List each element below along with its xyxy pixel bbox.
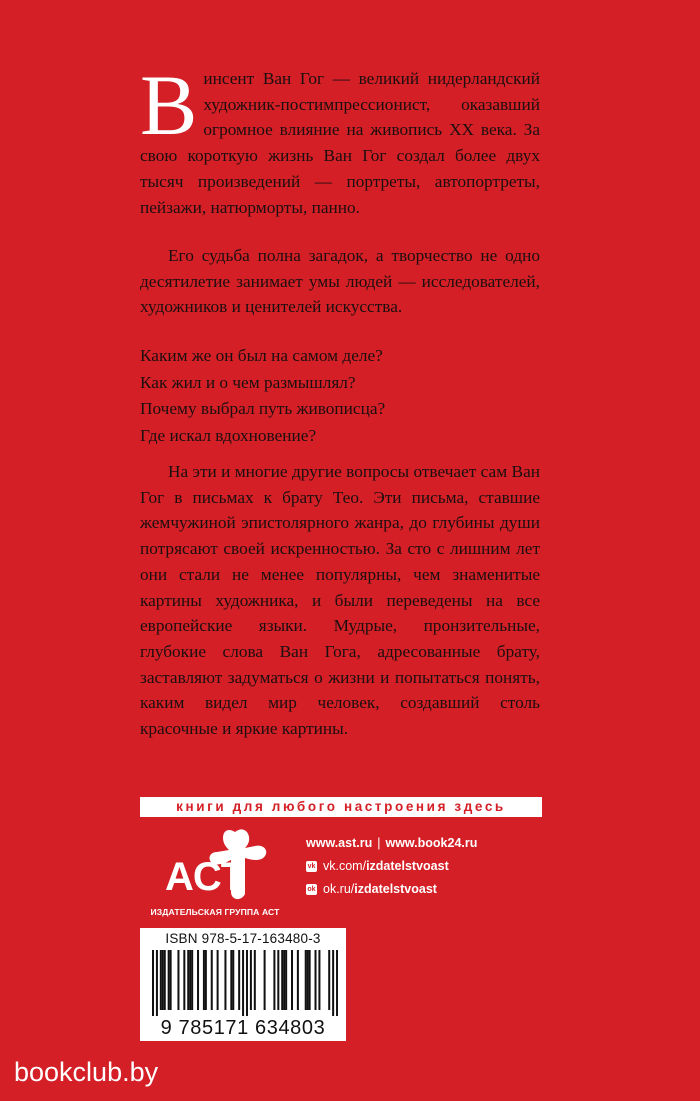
barcode-bar <box>250 950 252 1010</box>
barcode-bar <box>203 950 205 1010</box>
annotation-paragraph-3: На эти и многие другие вопросы отвечает сам Ван Гог в письмах к брату Тео. Эти письма, ставшие жемчужиной эпистолярного жанра, до глубины души потрясают своей искренностью. За сто с лишним лет они стали не менее популярны, чем знаменитые картины художника, и были переведены на все европейские языки. Мудрые, пронзительные, глубокие слова Ван Гога, адресованные брату, заставляют задуматься о жизни и попытаться понять, каким видел мир человек, создавший столь красочные и яркие картины. <box>140 462 540 739</box>
barcode-bar <box>283 950 285 1010</box>
barcode-bar <box>332 950 334 1016</box>
barcode-bar <box>232 950 234 1010</box>
barcode-bar <box>305 950 307 1010</box>
barcode-bar <box>160 950 162 1010</box>
barcode-bar <box>217 950 219 1010</box>
barcode-bar <box>164 950 166 1010</box>
barcode-bar <box>254 950 256 1010</box>
barcode-bar <box>277 950 279 1010</box>
slogan-bar: книги для любого настроения здесь <box>140 797 542 817</box>
barcode-bar <box>328 950 330 1010</box>
barcode-bars <box>152 950 338 1016</box>
barcode-bar <box>297 950 299 1010</box>
barcode-bar <box>230 950 232 1010</box>
ok-icon: ok <box>307 885 316 893</box>
barcode-box <box>140 928 346 1041</box>
barcode-bar <box>238 950 240 1010</box>
barcode-bar <box>211 950 213 1010</box>
ok-handle: izdatelstvoast <box>354 882 437 896</box>
website-link-ast: www.ast.ru <box>306 836 373 850</box>
barcode-bar <box>197 950 199 1010</box>
question-line: Почему выбрал путь живописца? <box>140 399 386 418</box>
barcode-bar <box>242 950 244 1016</box>
ok-prefix: ok.ru/ <box>323 882 355 896</box>
watermark: bookclub.by <box>14 1057 159 1087</box>
barcode-bar <box>205 950 207 1010</box>
barcode-bar <box>264 950 266 1010</box>
barcode-bar <box>187 950 189 1010</box>
annotation-paragraph-2: Его судьба полна загадок, а творчество не одно десятилетие занимает умы людей — исследователей, художников и ценителей искусства. <box>140 246 540 317</box>
barcode-bar <box>246 950 248 1016</box>
barcode-bar <box>162 950 164 1010</box>
website-link-book24: www.book24.ru <box>385 836 478 850</box>
isbn-label: ISBN 978-5-17-163480-3 <box>165 931 321 946</box>
publisher-name: ИЗДАТЕЛЬСКАЯ ГРУППА АСТ <box>150 907 280 917</box>
annotation-paragraph-1 <box>140 57 540 220</box>
barcode-bar <box>191 950 193 1010</box>
links-separator: | <box>377 836 381 850</box>
barcode-bar <box>177 950 179 1010</box>
paragraph-1-text: инсент Ван Гог — великий нидерландский художник-постимпрессионист, оказавший огромное влияние на живопись XX века. За свою короткую жизнь Ван Гог создал более двух тысяч произведений — портреты, автопортреты, пейзажи, натюрморты, панно. <box>140 69 540 217</box>
barcode-bar <box>224 950 226 1010</box>
ast-logo <box>157 826 275 908</box>
barcode-bar <box>318 950 320 1010</box>
publisher-links <box>306 836 477 896</box>
barcode-bar <box>309 950 311 1010</box>
vk-prefix: vk.com/ <box>323 859 367 873</box>
barcode-digits: 9 785171 634803 <box>160 1017 326 1039</box>
barcode-bar <box>273 950 275 1010</box>
barcode-bar <box>291 950 293 1010</box>
website-row <box>306 836 477 850</box>
barcode-bar <box>307 950 309 1010</box>
question-line: Где искал вдохновение? <box>140 425 317 445</box>
barcode-bar <box>156 950 158 1016</box>
barcode-bar <box>315 950 317 1010</box>
barcode-bar <box>170 950 172 1010</box>
barcode-bar <box>336 950 338 1016</box>
barcode-bar <box>183 950 185 1010</box>
logo-text: АСТ <box>165 855 246 899</box>
vk-row <box>306 859 477 873</box>
barcode-bar <box>189 950 191 1010</box>
vk-icon: vk <box>307 862 316 870</box>
barcode-bar <box>281 950 283 1010</box>
barcode-bar <box>285 950 287 1010</box>
vk-handle: izdatelstvoast <box>366 859 449 873</box>
question-list <box>140 343 540 449</box>
barcode-bar <box>152 950 154 1016</box>
barcode-bar <box>168 950 170 1010</box>
ok-row <box>306 882 477 896</box>
question-line: Как жил и о чем размышлял? <box>140 372 356 392</box>
question-line: Каким же он был на самом деле? <box>140 346 383 365</box>
dropcap-letter: В <box>140 57 198 153</box>
